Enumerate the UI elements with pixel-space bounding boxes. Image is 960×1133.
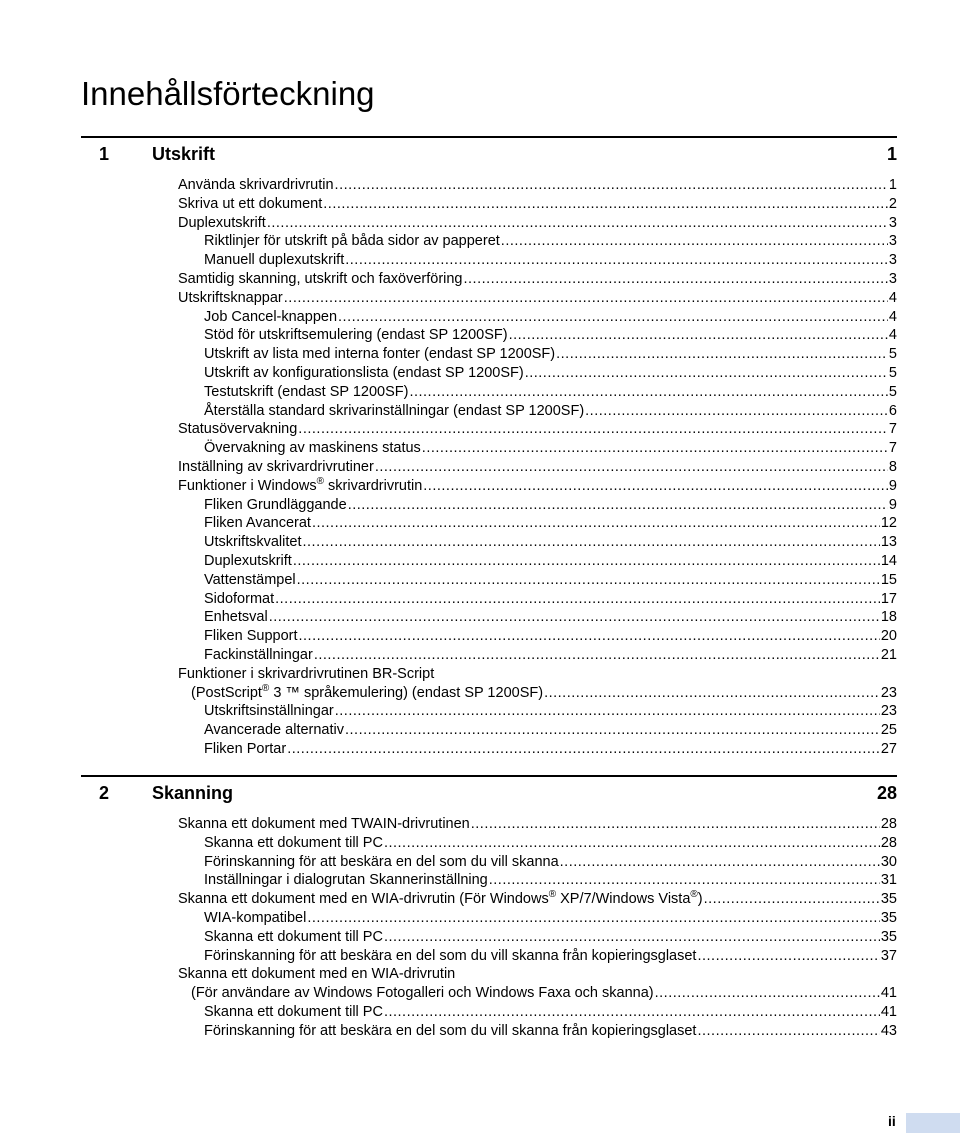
toc-entry-label bbox=[178, 458, 374, 477]
dot-leader bbox=[697, 947, 879, 966]
registered-mark: ® bbox=[548, 889, 557, 901]
toc-entry[interactable] bbox=[178, 871, 897, 890]
toc-entry-text: Förinskanning för att beskära en del som du vill skanna från kopieringsglaset bbox=[204, 1022, 697, 1039]
toc-entry-page: 28 bbox=[880, 816, 897, 832]
toc-entry[interactable] bbox=[178, 232, 897, 251]
toc-entry-label bbox=[204, 909, 306, 928]
toc-entry-page: 1 bbox=[888, 177, 897, 193]
dot-leader bbox=[655, 984, 880, 1003]
dot-leader bbox=[314, 646, 880, 665]
toc-entry-page: 18 bbox=[880, 609, 897, 626]
toc-entry-text: Utskrift av lista med interna fonter (endast SP 1200SF) bbox=[204, 346, 556, 363]
toc-entry[interactable] bbox=[178, 1003, 897, 1022]
toc-entry-text: XP/7/Windows Vista bbox=[556, 891, 691, 908]
toc-entry-text: Duplexutskrift bbox=[178, 214, 266, 231]
toc-entry[interactable] bbox=[178, 308, 897, 327]
page-title: Innehållsförteckning bbox=[81, 75, 375, 112]
toc-entry-text: Duplexutskrift bbox=[204, 552, 292, 569]
toc-entry-page: 20 bbox=[880, 628, 897, 645]
dot-leader bbox=[560, 853, 880, 872]
toc-entry-text: Fliken Support bbox=[204, 628, 298, 645]
toc-entry[interactable] bbox=[178, 326, 897, 345]
toc-entry[interactable] bbox=[178, 890, 897, 909]
toc-entry-label bbox=[204, 232, 500, 251]
dot-leader bbox=[287, 740, 880, 759]
toc-entry-text: Inställningar i dialogrutan Skannerinställning bbox=[204, 872, 488, 889]
dot-leader bbox=[303, 533, 880, 552]
toc-entry-text: Testutskrift (endast SP 1200SF) bbox=[204, 383, 409, 400]
toc-entry[interactable] bbox=[178, 176, 897, 195]
chapter-number: 1 bbox=[99, 143, 110, 164]
toc-entry-label bbox=[178, 890, 703, 909]
toc-entry-label bbox=[178, 289, 283, 308]
toc-entry-text: skrivardrivrutin bbox=[323, 477, 423, 494]
toc-entry[interactable] bbox=[178, 496, 897, 515]
toc-entry-label bbox=[204, 326, 508, 345]
toc-entry[interactable] bbox=[178, 740, 897, 759]
toc-entry-label bbox=[178, 665, 434, 684]
toc-entry-text: Skriva ut ett dokument bbox=[178, 195, 323, 212]
toc-entry-label bbox=[204, 439, 421, 458]
toc-entry[interactable] bbox=[178, 1022, 897, 1041]
toc-entry[interactable] bbox=[178, 928, 897, 947]
toc-entry[interactable] bbox=[178, 439, 897, 458]
toc-entry-page: 12 bbox=[880, 515, 897, 532]
toc-entry-label bbox=[204, 514, 311, 533]
toc-entry-page: 35 bbox=[880, 891, 897, 908]
dot-leader bbox=[335, 176, 888, 195]
dot-leader bbox=[323, 195, 888, 214]
toc-entry-page: 15 bbox=[880, 571, 897, 588]
toc-entry-label bbox=[204, 853, 559, 872]
dot-leader bbox=[307, 909, 880, 928]
toc-entry-label bbox=[178, 270, 463, 289]
toc-entry[interactable] bbox=[178, 552, 897, 571]
toc-entry-label bbox=[204, 402, 584, 421]
toc-entry-text: Skanna ett dokument till PC bbox=[204, 834, 383, 851]
toc-entry[interactable] bbox=[178, 514, 897, 533]
toc-entry-page: 5 bbox=[888, 364, 897, 381]
toc-entry-label bbox=[178, 176, 334, 195]
chapter-number: 2 bbox=[99, 782, 110, 803]
dot-leader bbox=[345, 721, 880, 740]
toc-entry-label bbox=[204, 1003, 383, 1022]
toc-entry[interactable] bbox=[178, 627, 897, 646]
dot-leader bbox=[509, 326, 888, 345]
toc-entry[interactable] bbox=[178, 364, 897, 383]
toc-entry-page: 41 bbox=[880, 985, 897, 1002]
dot-leader bbox=[384, 928, 880, 947]
toc-entry-text: Vattenstämpel bbox=[204, 571, 296, 588]
toc-entry-text: Utskriftsknappar bbox=[178, 289, 283, 306]
toc-entry-text: Fliken Grundläggande bbox=[204, 496, 347, 513]
toc-entry-label bbox=[178, 214, 266, 233]
toc-entry-page: 4 bbox=[888, 289, 897, 306]
toc-entry-page: 43 bbox=[880, 1022, 897, 1039]
dot-leader bbox=[501, 232, 888, 251]
toc-entry-text: Övervakning av maskinens status bbox=[204, 440, 421, 457]
toc-entry[interactable] bbox=[178, 533, 897, 552]
toc-entry[interactable] bbox=[178, 214, 897, 233]
dot-leader bbox=[348, 496, 888, 515]
toc-entry-text: Riktlinjer för utskrift på båda sidor av papperet bbox=[204, 233, 500, 250]
toc-entry[interactable] bbox=[178, 834, 897, 853]
toc-entry-page: 5 bbox=[888, 383, 897, 400]
registered-mark: ® bbox=[690, 889, 698, 901]
footer-color-bar bbox=[906, 1113, 960, 1133]
toc-entry-text: Fliken Portar bbox=[204, 740, 287, 757]
toc-entry[interactable] bbox=[178, 270, 897, 289]
toc-entry-page: 6 bbox=[888, 402, 897, 419]
toc-entry-page: 31 bbox=[880, 872, 897, 889]
toc-entry-label bbox=[204, 364, 524, 383]
toc-entry-text: Job Cancel-knappen bbox=[204, 308, 338, 325]
chapter-page: 1 bbox=[886, 143, 897, 164]
chapter-heading-2[interactable] bbox=[81, 775, 897, 809]
toc-entry-page: 4 bbox=[888, 308, 897, 325]
dot-leader bbox=[267, 214, 888, 233]
dot-leader bbox=[464, 270, 888, 289]
dot-leader bbox=[299, 627, 880, 646]
toc-entry-page: 14 bbox=[880, 552, 897, 569]
toc-entry-text: Förinskanning för att beskära en del som du vill skanna från kopieringsglaset bbox=[204, 947, 697, 964]
toc-entry-text: Skanna ett dokument med en WIA-drivrutin bbox=[178, 966, 456, 983]
toc-entry-text: Funktioner i Windows bbox=[178, 477, 317, 494]
toc-entry[interactable] bbox=[178, 477, 897, 496]
toc-entry-label bbox=[204, 721, 344, 740]
toc-entry-text: Utskriftsinställningar bbox=[204, 703, 334, 720]
toc-entry-page: 21 bbox=[880, 646, 897, 663]
toc-entry-text: Stöd för utskriftsemulering (endast SP 1200SF) bbox=[204, 327, 508, 344]
toc-entry-page: 35 bbox=[880, 928, 897, 945]
toc-entry[interactable] bbox=[178, 383, 897, 402]
dot-leader bbox=[704, 890, 880, 909]
toc-entry-label bbox=[204, 345, 555, 364]
chapter-title: Utskrift bbox=[152, 143, 216, 164]
toc-entry-text: Skanna ett dokument till PC bbox=[204, 928, 383, 945]
chapter-heading-1[interactable] bbox=[81, 136, 897, 170]
toc-entry-label bbox=[178, 477, 422, 496]
toc-entry-label bbox=[191, 684, 543, 703]
toc-entry[interactable] bbox=[178, 289, 897, 308]
toc-entry-label bbox=[204, 627, 298, 646]
toc-entry-text: Fliken Avancerat bbox=[204, 515, 311, 532]
toc-entry[interactable] bbox=[178, 420, 897, 439]
toc-entry-label bbox=[204, 571, 296, 590]
toc-entry-page: 13 bbox=[880, 534, 897, 551]
toc-entry-label bbox=[178, 965, 455, 984]
registered-mark: ® bbox=[261, 682, 270, 694]
toc-entry-text: Fackinställningar bbox=[204, 646, 313, 663]
toc-entry-page: 23 bbox=[880, 703, 897, 720]
dot-leader bbox=[544, 684, 880, 703]
toc-entry-text: Återställa standard skrivarinställningar (endast SP 1200SF) bbox=[204, 402, 585, 419]
toc-entry-page: 9 bbox=[888, 496, 897, 513]
toc-entry-page: 3 bbox=[888, 214, 897, 231]
toc-entry-page: 37 bbox=[880, 947, 897, 964]
toc-entry[interactable] bbox=[178, 195, 897, 214]
toc-entry-page: 8 bbox=[888, 458, 897, 475]
toc-entry-label bbox=[204, 871, 488, 890]
toc-entry-text: Enhetsval bbox=[204, 609, 268, 626]
toc-entry-text: Samtidig skanning, utskrift och faxöverföring bbox=[178, 270, 463, 287]
toc-entry-text: Inställning av skrivardrivrutiner bbox=[178, 458, 374, 475]
toc-entry[interactable] bbox=[178, 853, 897, 872]
dot-leader bbox=[423, 477, 888, 496]
toc-entry-page: 35 bbox=[880, 909, 897, 926]
dot-leader bbox=[298, 420, 888, 439]
dot-leader bbox=[312, 514, 880, 533]
toc-entry[interactable] bbox=[178, 665, 897, 684]
toc-entry-page: 23 bbox=[880, 684, 897, 701]
toc-entry[interactable] bbox=[178, 947, 897, 966]
toc-entry-label bbox=[204, 1022, 696, 1041]
toc-entry[interactable] bbox=[178, 646, 897, 665]
toc-entry-page: 5 bbox=[888, 346, 897, 363]
toc-entry-page: 17 bbox=[880, 590, 897, 607]
dot-leader bbox=[284, 289, 888, 308]
toc-entry-text: Skanna ett dokument till PC bbox=[204, 1003, 383, 1020]
toc-entry-label bbox=[178, 815, 470, 834]
toc-entry[interactable] bbox=[178, 815, 897, 834]
toc-entry-label bbox=[178, 195, 322, 214]
toc-entry-text: Utskrift av konfigurationslista (endast SP 1200SF) bbox=[204, 364, 524, 381]
chapter-title: Skanning bbox=[152, 782, 234, 803]
dot-leader bbox=[422, 439, 888, 458]
toc-entry[interactable] bbox=[178, 684, 897, 703]
toc-entry-page: 7 bbox=[888, 440, 897, 457]
toc-entry[interactable] bbox=[178, 965, 897, 984]
dot-leader bbox=[335, 702, 880, 721]
toc-entry-label bbox=[204, 308, 337, 327]
toc-entry[interactable] bbox=[178, 721, 897, 740]
dot-leader bbox=[293, 552, 880, 571]
toc-entry[interactable] bbox=[178, 702, 897, 721]
toc-entry-text: Funktioner i skrivardrivrutinen BR-Script bbox=[178, 665, 435, 682]
toc-entry-text: Manuell duplexutskrift bbox=[204, 252, 345, 269]
toc-entry-label bbox=[204, 928, 383, 947]
toc-entry-label bbox=[191, 984, 654, 1003]
dot-leader bbox=[275, 590, 880, 609]
toc-entry-page: 7 bbox=[888, 421, 897, 438]
toc-entry-page: 4 bbox=[888, 327, 897, 344]
toc-entry[interactable] bbox=[178, 909, 897, 928]
toc-entry-text: (För användare av Windows Fotogalleri och Windows Faxa och skanna) bbox=[191, 985, 654, 1002]
toc-entry-label bbox=[204, 251, 344, 270]
toc-entry-text: Använda skrivardrivrutin bbox=[178, 177, 334, 193]
toc-entry[interactable] bbox=[178, 571, 897, 590]
toc-entry[interactable] bbox=[178, 251, 897, 270]
toc-entry-text: Statusövervakning bbox=[178, 421, 298, 438]
toc-entry-label bbox=[204, 740, 286, 759]
toc-entry-page: 27 bbox=[880, 740, 897, 757]
toc-entry-label bbox=[204, 608, 268, 627]
toc-entry-label bbox=[178, 420, 297, 439]
toc-entry[interactable] bbox=[178, 590, 897, 609]
toc-entry-text: Skanna ett dokument med TWAIN-drivrutinen bbox=[178, 816, 470, 832]
toc-entry-label bbox=[204, 646, 313, 665]
dot-leader bbox=[384, 1003, 880, 1022]
dot-leader bbox=[269, 608, 880, 627]
dot-leader bbox=[525, 364, 888, 383]
dot-leader bbox=[297, 571, 880, 590]
toc-entry-text: 3 ™ språkemulering) (endast SP 1200SF) bbox=[269, 684, 544, 701]
dot-leader bbox=[338, 308, 888, 327]
footer-page-number: ii bbox=[888, 1113, 896, 1129]
toc-entry-label bbox=[204, 590, 274, 609]
toc-entry-page: 41 bbox=[880, 1003, 897, 1020]
toc-entry-page: 30 bbox=[880, 853, 897, 870]
dot-leader bbox=[345, 251, 888, 270]
toc-entries-chapter-2 bbox=[178, 815, 897, 1041]
toc-entry-page: 25 bbox=[880, 722, 897, 739]
toc-entry-page: 2 bbox=[888, 195, 897, 212]
toc-entry-label bbox=[204, 496, 347, 515]
chapter-page: 28 bbox=[876, 782, 897, 803]
dot-leader bbox=[375, 458, 888, 477]
toc-entry-label bbox=[204, 533, 302, 552]
toc-entry-text: Sidoformat bbox=[204, 590, 275, 607]
toc-entry-text: ) bbox=[697, 891, 703, 908]
toc-entry[interactable] bbox=[178, 608, 897, 627]
toc-entry-text: Utskriftskvalitet bbox=[204, 534, 302, 551]
dot-leader bbox=[585, 402, 888, 421]
toc-entry[interactable] bbox=[178, 984, 897, 1003]
toc-entry-text: WIA-kompatibel bbox=[204, 909, 307, 926]
toc-entry-page: 3 bbox=[888, 270, 897, 287]
toc-entry-text: Avancerade alternativ bbox=[204, 722, 344, 739]
toc-entry[interactable] bbox=[178, 402, 897, 421]
toc-entry-label bbox=[204, 383, 408, 402]
dot-leader bbox=[697, 1022, 879, 1041]
registered-mark: ® bbox=[316, 475, 324, 487]
dot-leader bbox=[556, 345, 888, 364]
toc-entry-label bbox=[204, 947, 696, 966]
dot-leader bbox=[489, 871, 880, 890]
toc-entry[interactable] bbox=[178, 458, 897, 477]
toc-entries-chapter-1 bbox=[178, 176, 897, 759]
toc-entry[interactable] bbox=[178, 345, 897, 364]
dot-leader bbox=[384, 834, 880, 853]
toc-entry-text: (PostScript bbox=[191, 684, 262, 701]
toc-entry-page: 9 bbox=[888, 477, 897, 494]
toc-entry-label bbox=[204, 834, 383, 853]
toc-entry-page: 28 bbox=[880, 834, 897, 851]
toc-entry-text: Skanna ett dokument med en WIA-drivrutin (För Windows bbox=[178, 891, 549, 908]
toc-entry-label bbox=[204, 702, 334, 721]
dot-leader bbox=[409, 383, 887, 402]
toc-entry-page: 3 bbox=[888, 252, 897, 269]
toc-entry-label bbox=[204, 552, 292, 571]
toc-entry-text: Förinskanning för att beskära en del som du vill skanna bbox=[204, 853, 559, 870]
toc-entry-page: 3 bbox=[888, 233, 897, 250]
dot-leader bbox=[471, 815, 880, 834]
